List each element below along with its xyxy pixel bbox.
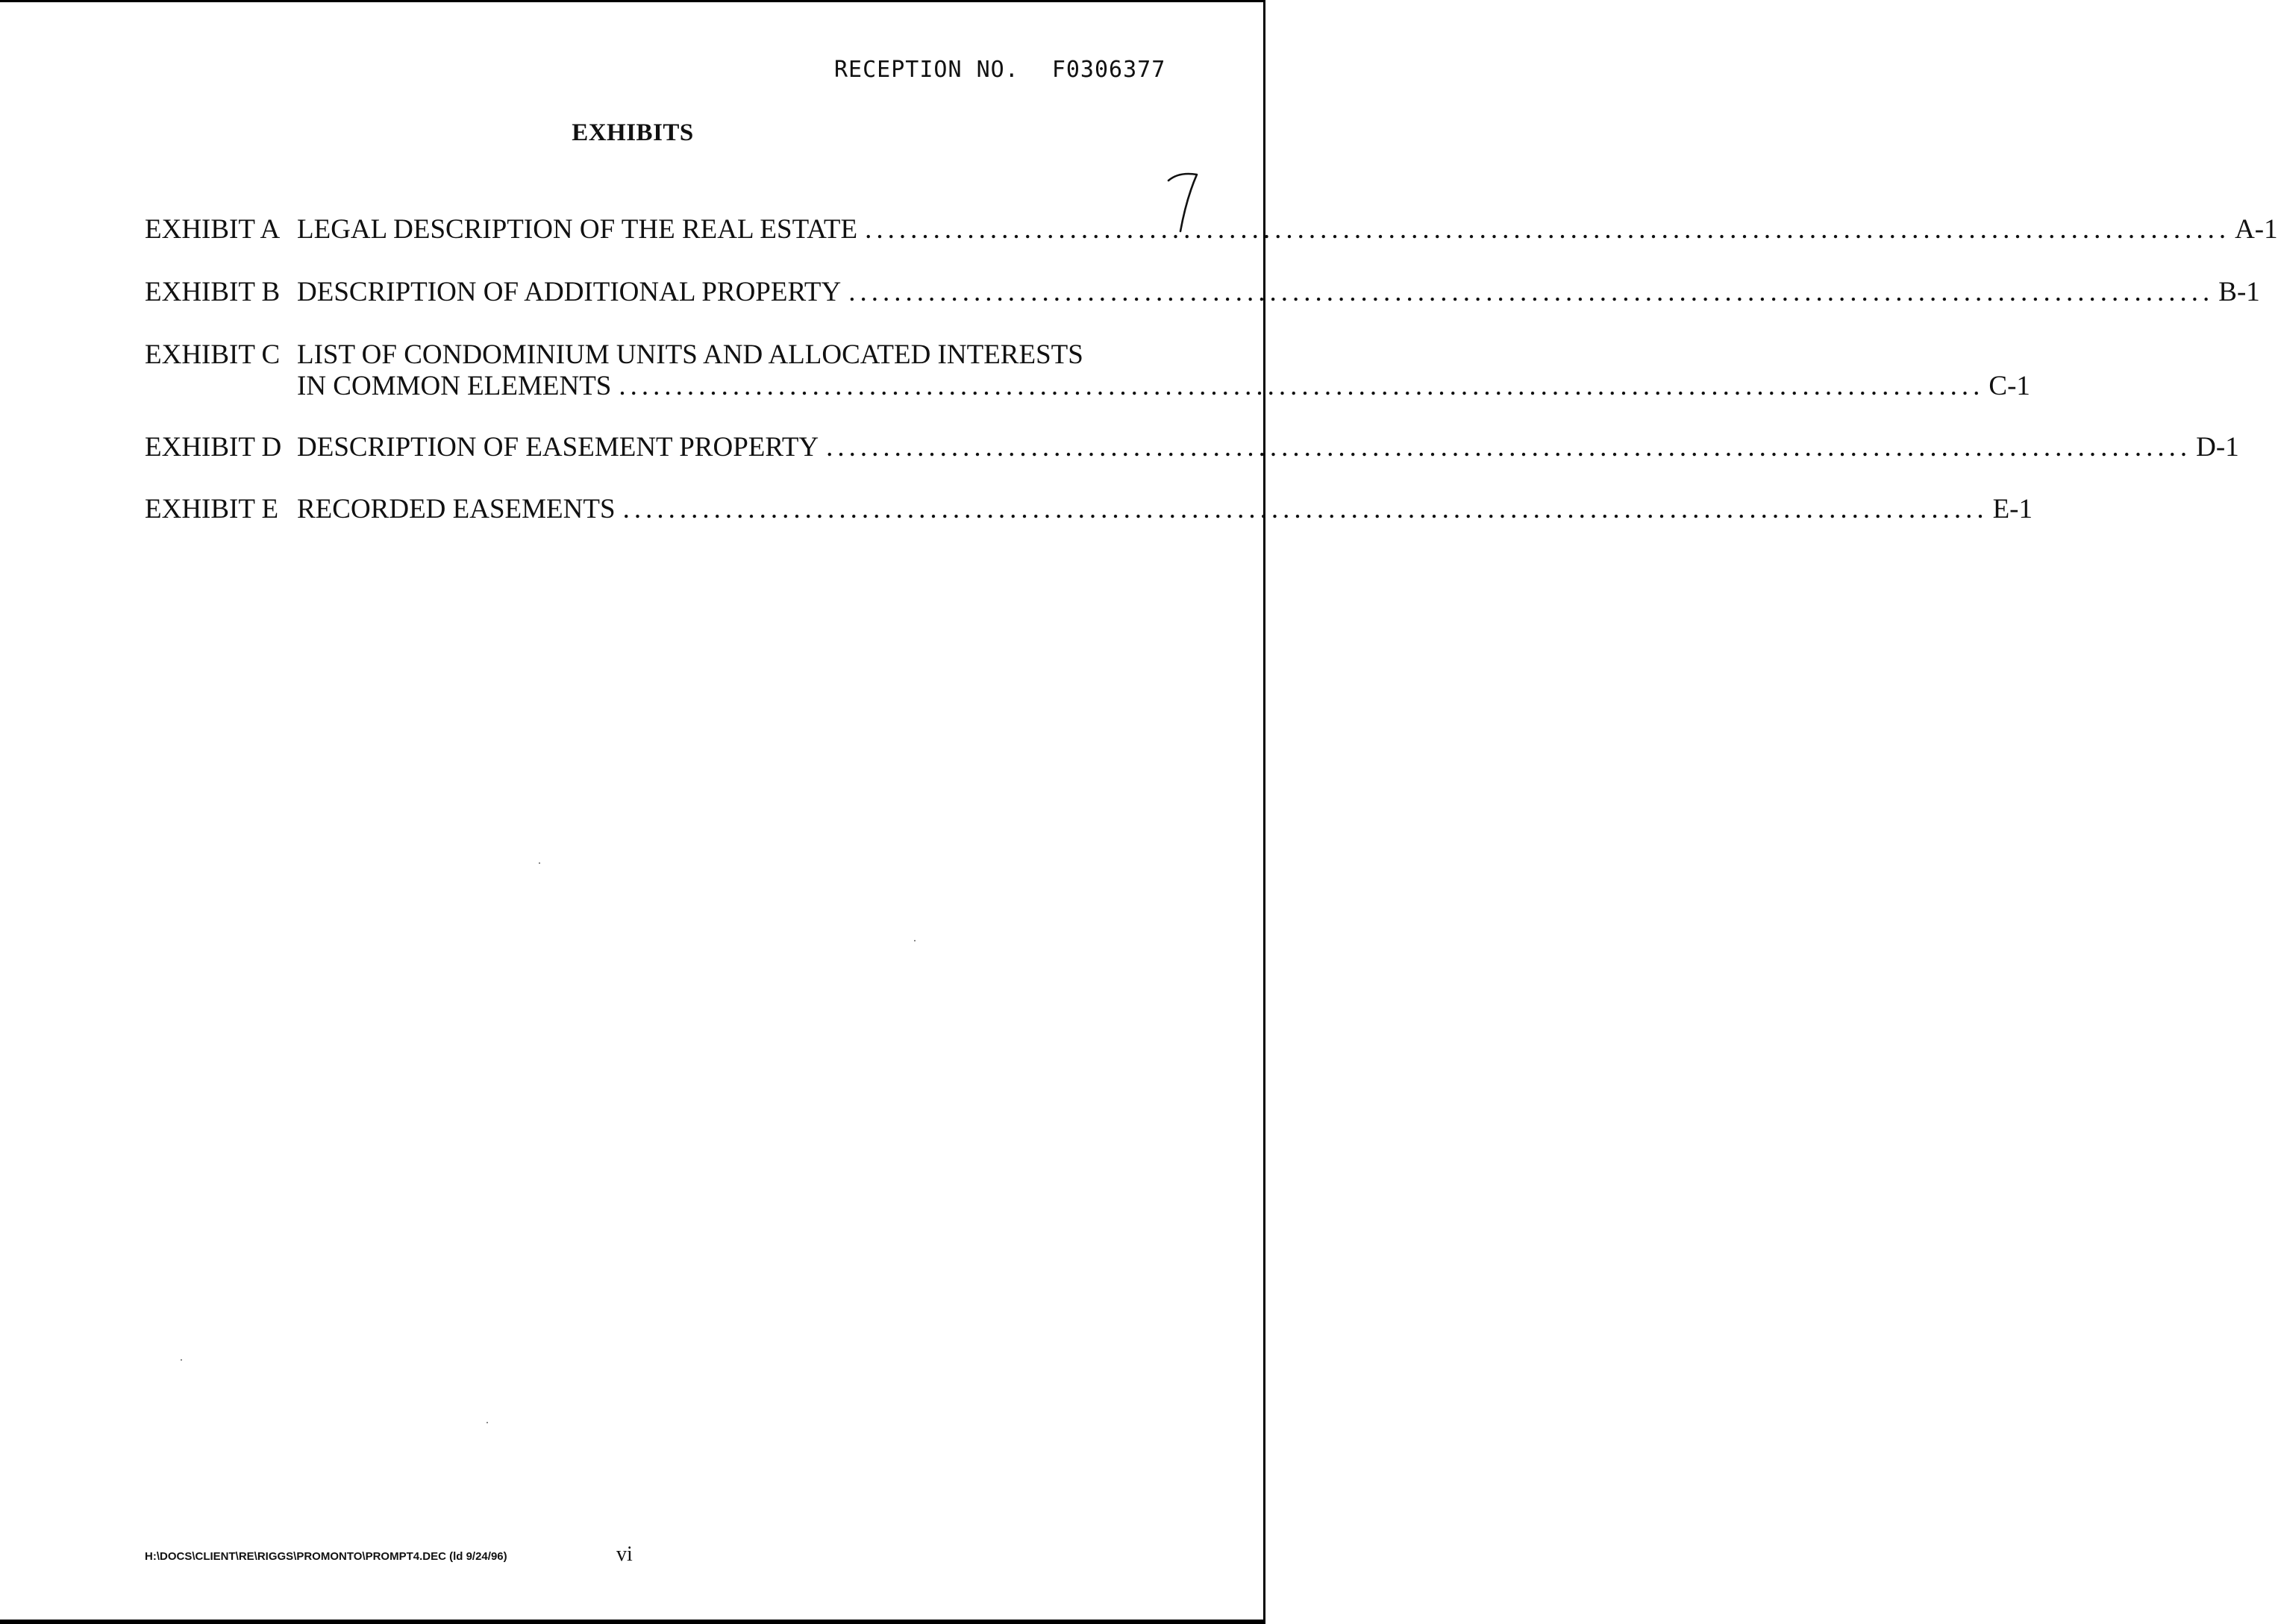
exhibit-description-line — [297, 494, 2033, 525]
exhibit-title: LEGAL DESCRIPTION OF THE REAL ESTATE — [297, 214, 858, 245]
exhibit-page: B-1 — [2218, 277, 2260, 307]
scan-speck — [181, 1359, 182, 1361]
scan-speck — [539, 862, 540, 864]
exhibit-description-line — [297, 371, 2030, 402]
exhibit-description — [297, 214, 2278, 245]
page-bottom-border — [0, 1620, 1265, 1624]
exhibit-label: EXHIBIT E — [145, 494, 279, 524]
scan-speck — [486, 1422, 488, 1423]
exhibit-title: LIST OF CONDOMINIUM UNITS AND ALLOCATED INTERESTS — [297, 339, 1083, 370]
dot-leader: ........................................................................................................................ — [865, 214, 2231, 245]
scan-speck — [914, 940, 916, 941]
exhibit-label: EXHIBIT B — [145, 277, 281, 307]
reception-number-header — [834, 57, 1165, 83]
exhibit-label: EXHIBIT A — [145, 214, 281, 245]
exhibit-title: DESCRIPTION OF EASEMENT PROPERTY — [297, 432, 819, 463]
exhibit-description-line — [297, 432, 2239, 463]
reception-label: RECEPTION NO. — [834, 57, 1019, 83]
exhibit-page: E-1 — [1992, 494, 2033, 524]
exhibit-title-continued: IN COMMON ELEMENTS — [297, 371, 612, 401]
dot-leader: ........................................................................................................................ — [622, 494, 1988, 524]
exhibit-description-line — [297, 339, 1083, 371]
exhibit-page: C-1 — [1988, 371, 2030, 401]
reception-number: F0306377 — [1051, 57, 1166, 83]
exhibit-description-line — [297, 277, 2260, 308]
exhibit-label: EXHIBIT C — [145, 339, 281, 370]
exhibit-description — [297, 432, 2239, 463]
dot-leader: ........................................................................................................................ — [848, 277, 2215, 307]
exhibit-label: EXHIBIT D — [145, 432, 282, 463]
dot-leader: ........................................................................................................................ — [826, 432, 2192, 463]
page-top-border — [0, 0, 1265, 2]
exhibit-description — [297, 277, 2260, 308]
dot-leader: ........................................................................................................................ — [619, 371, 1985, 401]
exhibit-title: RECORDED EASEMENTS — [297, 494, 616, 524]
exhibit-title: DESCRIPTION OF ADDITIONAL PROPERTY — [297, 277, 842, 307]
exhibit-page: A-1 — [2235, 214, 2278, 245]
page-title: EXHIBITS — [572, 119, 694, 146]
exhibit-description — [297, 339, 2030, 402]
exhibit-description-line — [297, 214, 2278, 245]
footer-file-path: H:\DOCS\CLIENT\RE\RIGGS\PROMONTO\PROMPT4.DEC (ld 9/24/96) — [145, 1550, 507, 1563]
footer-page-number: vi — [616, 1543, 633, 1566]
exhibit-page: D-1 — [2196, 432, 2239, 463]
exhibit-description — [297, 494, 2033, 525]
